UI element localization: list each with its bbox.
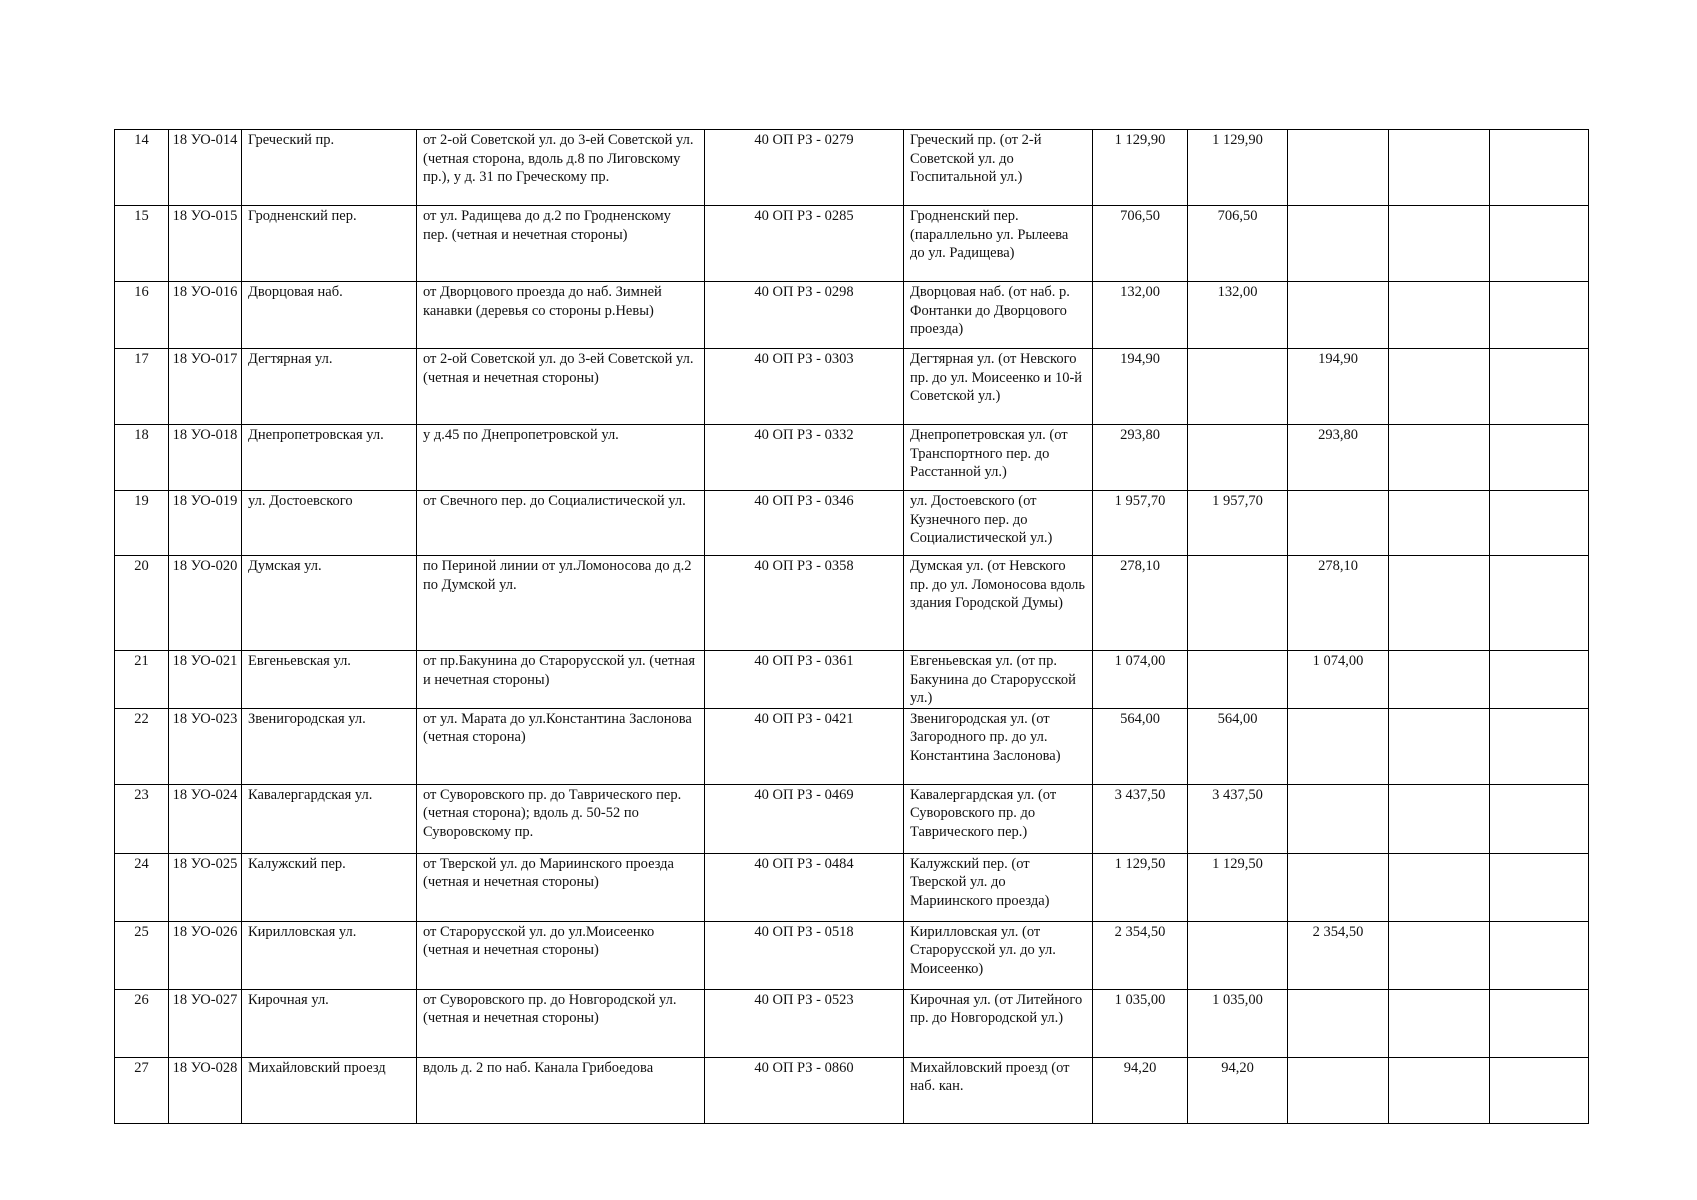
value-col-4-cell <box>1389 491 1490 556</box>
road-id-cell <box>705 349 904 425</box>
row-number-cell <box>115 556 169 651</box>
row-number: 17 <box>134 351 149 367</box>
section-description: по Периной линии от ул.Ломоносова до д.2 по Думской ул. <box>423 558 692 593</box>
object-code-cell <box>169 708 242 784</box>
street-name-cell <box>242 349 417 425</box>
value-col-3: 194,90 <box>1318 351 1358 367</box>
road-name-cell <box>904 349 1093 425</box>
road-name: Думская ул. (от Невского пр. до ул. Ломоносова вдоль здания Городской Думы) <box>910 558 1086 611</box>
street-name: Греческий пр. <box>248 132 335 148</box>
object-code: 18 УО-025 <box>172 855 238 872</box>
value-total-cell <box>1093 921 1188 989</box>
object-code-cell <box>169 921 242 989</box>
object-code-cell <box>169 853 242 921</box>
road-id-cell <box>705 784 904 853</box>
object-code: 18 УО-016 <box>172 284 238 300</box>
road-name-cell <box>904 491 1093 556</box>
value-col-2-cell <box>1188 1057 1288 1123</box>
value-col-4-cell <box>1389 1057 1490 1123</box>
street-name: Звенигородская ул. <box>248 710 366 727</box>
value-total-cell <box>1093 1057 1188 1123</box>
value-col-3-cell <box>1288 425 1389 491</box>
value-total-cell <box>1093 784 1188 853</box>
value-col-4-cell <box>1389 853 1490 921</box>
street-name-cell <box>242 784 417 853</box>
street-name: Кирилловская ул. <box>248 923 357 940</box>
value-col-2-cell <box>1188 853 1288 921</box>
object-code-cell <box>169 1057 242 1123</box>
section-description: от ул. Марата до ул.Константина Заслонова (четная сторона) <box>423 710 692 745</box>
section-description: от Дворцового проезда до наб. Зимней канавки (деревья со стороны р.Невы) <box>423 284 662 319</box>
street-name-cell <box>242 130 417 206</box>
value-col-2: 1 129,50 <box>1212 855 1263 872</box>
value-col-4-cell <box>1389 708 1490 784</box>
row-number: 27 <box>134 1059 149 1076</box>
section-description-cell <box>417 921 705 989</box>
value-total-cell <box>1093 651 1188 709</box>
value-total: 564,00 <box>1120 710 1160 727</box>
value-col-4-cell <box>1389 921 1490 989</box>
road-name: Дворцовая наб. (от наб. р. Фонтанки до Дворцового проезда) <box>910 284 1070 337</box>
row-number: 15 <box>134 208 149 224</box>
row-number: 26 <box>134 991 149 1008</box>
section-description-cell <box>417 425 705 491</box>
street-name: Евгеньевская ул. <box>248 653 351 669</box>
value-col-2: 564,00 <box>1217 710 1258 727</box>
road-id: 40 ОП РЗ - 0860 <box>754 1059 854 1076</box>
value-col-5-cell <box>1490 425 1589 491</box>
row-number-cell <box>115 491 169 556</box>
section-description: от пр.Бакунина до Старорусской ул. (четная и нечетная стороны) <box>423 653 696 688</box>
value-col-2-cell <box>1188 651 1288 709</box>
table-row <box>115 130 1589 206</box>
value-col-2-cell <box>1188 491 1288 556</box>
road-id-cell <box>705 130 904 206</box>
value-total-cell <box>1093 853 1188 921</box>
street-name-cell <box>242 708 417 784</box>
value-col-2-cell <box>1188 206 1288 282</box>
row-number: 22 <box>134 710 149 727</box>
table-row <box>115 853 1589 921</box>
section-description: от Свечного пер. до Социалистической ул. <box>423 493 686 509</box>
table-row <box>115 349 1589 425</box>
road-id: 40 ОП РЗ - 0361 <box>754 653 854 669</box>
row-number-cell <box>115 1057 169 1123</box>
value-total: 1 129,50 <box>1114 855 1166 872</box>
object-code: 18 УО-027 <box>172 991 238 1008</box>
section-description-cell <box>417 784 705 853</box>
object-code: 18 УО-026 <box>172 923 238 940</box>
value-total: 278,10 <box>1120 558 1160 574</box>
value-col-3-cell <box>1288 921 1389 989</box>
value-col-3: 1 074,00 <box>1312 653 1364 669</box>
roads-table <box>114 129 1589 1124</box>
road-id: 40 ОП РЗ - 0518 <box>754 923 854 940</box>
value-col-4-cell <box>1389 282 1490 349</box>
value-total-cell <box>1093 425 1188 491</box>
object-code: 18 УО-023 <box>172 710 238 727</box>
value-col-2: 132,00 <box>1217 284 1258 300</box>
section-description: от Суворовского пр. до Таврического пер. (четная сторона); вдоль д. 50-52 по Суворовскому пр. <box>423 786 682 840</box>
object-code-cell <box>169 282 242 349</box>
object-code: 18 УО-019 <box>172 493 238 509</box>
road-name-cell <box>904 130 1093 206</box>
table-row <box>115 206 1589 282</box>
object-code: 18 УО-020 <box>172 558 238 574</box>
value-col-3: 278,10 <box>1318 558 1358 574</box>
value-total: 2 354,50 <box>1114 923 1166 940</box>
row-number: 18 <box>134 427 149 443</box>
value-col-2: 1 957,70 <box>1212 493 1263 509</box>
object-code-cell <box>169 784 242 853</box>
value-col-5-cell <box>1490 1057 1589 1123</box>
value-col-2-cell <box>1188 556 1288 651</box>
road-name: Кирочная ул. (от Литейного пр. до Новгородской ул.) <box>910 991 1083 1026</box>
table-row <box>115 651 1589 709</box>
value-col-2: 3 437,50 <box>1212 786 1263 803</box>
street-name: Михайловский проезд <box>248 1059 386 1076</box>
value-col-2-cell <box>1188 130 1288 206</box>
section-description: вдоль д. 2 по наб. Канала Грибоедова <box>423 1059 654 1076</box>
value-col-5-cell <box>1490 853 1589 921</box>
road-id-cell <box>705 921 904 989</box>
road-name: Кирилловская ул. (от Старорусской ул. до ул. Моисеенко) <box>910 923 1056 977</box>
value-col-3-cell <box>1288 349 1389 425</box>
road-id: 40 ОП РЗ - 0421 <box>754 710 854 727</box>
value-col-3-cell <box>1288 989 1389 1057</box>
street-name-cell <box>242 1057 417 1123</box>
street-name-cell <box>242 651 417 709</box>
section-description-cell <box>417 1057 705 1123</box>
value-col-4-cell <box>1389 989 1490 1057</box>
value-col-5-cell <box>1490 989 1589 1057</box>
road-id: 40 ОП РЗ - 0484 <box>754 855 854 872</box>
road-id-cell <box>705 651 904 709</box>
value-col-5-cell <box>1490 921 1589 989</box>
street-name: Дворцовая наб. <box>248 284 343 300</box>
value-col-2-cell <box>1188 989 1288 1057</box>
value-total-cell <box>1093 282 1188 349</box>
object-code-cell <box>169 556 242 651</box>
value-total-cell <box>1093 708 1188 784</box>
road-name: Кавалергардская ул. (от Суворовского пр. до Таврического пер.) <box>910 786 1057 840</box>
road-id-cell <box>705 1057 904 1123</box>
section-description-cell <box>417 491 705 556</box>
table-row <box>115 282 1589 349</box>
object-code-cell <box>169 651 242 709</box>
value-total: 1 957,70 <box>1114 493 1166 509</box>
value-col-3-cell <box>1288 651 1389 709</box>
street-name: ул. Достоевского <box>248 493 353 509</box>
street-name: Думская ул. <box>248 558 322 574</box>
row-number-cell <box>115 784 169 853</box>
value-total: 194,90 <box>1120 351 1160 367</box>
object-code: 18 УО-021 <box>172 653 238 669</box>
value-col-4-cell <box>1389 784 1490 853</box>
street-name-cell <box>242 282 417 349</box>
value-col-5-cell <box>1490 491 1589 556</box>
value-col-2: 1 035,00 <box>1212 991 1263 1008</box>
object-code: 18 УО-018 <box>172 427 238 443</box>
street-name-cell <box>242 556 417 651</box>
table-body <box>115 130 1589 1124</box>
road-id: 40 ОП РЗ - 0469 <box>754 786 854 803</box>
value-col-2-cell <box>1188 921 1288 989</box>
road-name-cell <box>904 853 1093 921</box>
row-number: 21 <box>134 653 149 669</box>
table-row <box>115 921 1589 989</box>
road-id-cell <box>705 282 904 349</box>
object-code: 18 УО-014 <box>172 132 238 148</box>
value-total: 94,20 <box>1123 1059 1157 1076</box>
value-col-4-cell <box>1389 425 1490 491</box>
section-description-cell <box>417 349 705 425</box>
value-col-3-cell <box>1288 282 1389 349</box>
value-col-4-cell <box>1389 556 1490 651</box>
section-description-cell <box>417 206 705 282</box>
section-description-cell <box>417 989 705 1057</box>
object-code-cell <box>169 349 242 425</box>
value-col-3-cell <box>1288 130 1389 206</box>
road-name: Михайловский проезд (от наб. кан. <box>910 1059 1070 1094</box>
value-col-5-cell <box>1490 206 1589 282</box>
value-col-4-cell <box>1389 206 1490 282</box>
value-total: 293,80 <box>1120 427 1160 443</box>
value-total-cell <box>1093 349 1188 425</box>
row-number: 23 <box>134 786 149 803</box>
section-description-cell <box>417 853 705 921</box>
value-col-2: 706,50 <box>1217 208 1258 224</box>
row-number: 25 <box>134 923 149 940</box>
road-name-cell <box>904 784 1093 853</box>
value-total-cell <box>1093 989 1188 1057</box>
road-id: 40 ОП РЗ - 0523 <box>754 991 854 1008</box>
value-total: 1 129,90 <box>1114 132 1166 148</box>
table-row <box>115 784 1589 853</box>
road-id: 40 ОП РЗ - 0303 <box>754 351 854 367</box>
value-col-5-cell <box>1490 556 1589 651</box>
street-name-cell <box>242 491 417 556</box>
street-name-cell <box>242 853 417 921</box>
section-description-cell <box>417 556 705 651</box>
street-name: Гродненский пер. <box>248 208 357 224</box>
value-col-2-cell <box>1188 349 1288 425</box>
street-name: Калужский пер. <box>248 855 346 872</box>
road-id: 40 ОП РЗ - 0332 <box>754 427 854 443</box>
value-col-3-cell <box>1288 1057 1389 1123</box>
table-row <box>115 556 1589 651</box>
street-name: Дегтярная ул. <box>248 351 333 367</box>
value-col-5-cell <box>1490 349 1589 425</box>
table-row <box>115 989 1589 1057</box>
row-number: 20 <box>134 558 149 574</box>
row-number-cell <box>115 349 169 425</box>
value-col-5-cell <box>1490 708 1589 784</box>
road-id: 40 ОП РЗ - 0279 <box>754 132 854 148</box>
value-col-3-cell <box>1288 491 1389 556</box>
table-row <box>115 425 1589 491</box>
street-name: Кавалергардская ул. <box>248 786 373 803</box>
road-name: Греческий пр. (от 2-й Советской ул. до Госпитальной ул.) <box>910 132 1042 185</box>
road-id: 40 ОП РЗ - 0358 <box>754 558 854 574</box>
object-code-cell <box>169 491 242 556</box>
value-col-2: 94,20 <box>1221 1059 1254 1076</box>
value-col-3: 2 354,50 <box>1312 923 1364 940</box>
section-description: от ул. Радищева до д.2 по Гродненскому пер. (четная и нечетная стороны) <box>423 208 671 243</box>
value-total: 1 074,00 <box>1114 653 1166 669</box>
value-col-3-cell <box>1288 206 1389 282</box>
object-code: 18 УО-017 <box>172 351 238 367</box>
road-name: Евгеньевская ул. (от пр. Бакунина до Старорусской ул.) <box>910 653 1076 706</box>
road-id-cell <box>705 989 904 1057</box>
road-name-cell <box>904 556 1093 651</box>
value-total-cell <box>1093 130 1188 206</box>
road-id-cell <box>705 491 904 556</box>
section-description: у д.45 по Днепропетровской ул. <box>423 427 619 443</box>
road-name: Гродненский пер. (параллельно ул. Рылеева до ул. Радищева) <box>910 208 1069 261</box>
road-name: ул. Достоевского (от Кузнечного пер. до Социалистической ул.) <box>910 493 1053 546</box>
table-row <box>115 491 1589 556</box>
value-col-2-cell <box>1188 708 1288 784</box>
object-code: 18 УО-028 <box>172 1059 238 1076</box>
section-description: от 2-ой Советской ул. до 3-ей Советской ул. (четная сторона, вдоль д.8 по Лиговскому пр.), у д. 31 по Греческому пр. <box>423 132 694 185</box>
row-number-cell <box>115 989 169 1057</box>
value-col-2: 1 129,90 <box>1212 132 1263 148</box>
row-number: 24 <box>134 855 149 872</box>
road-name: Дегтярная ул. (от Невского пр. до ул. Моисеенко и 10-й Советской ул.) <box>910 351 1083 404</box>
object-code-cell <box>169 206 242 282</box>
road-name-cell <box>904 921 1093 989</box>
table-row <box>115 708 1589 784</box>
row-number-cell <box>115 853 169 921</box>
road-name-cell <box>904 989 1093 1057</box>
value-total: 1 035,00 <box>1114 991 1166 1008</box>
road-name: Звенигородская ул. (от Загородного пр. до ул. Константина Заслонова) <box>910 710 1061 764</box>
street-name-cell <box>242 425 417 491</box>
road-id-cell <box>705 556 904 651</box>
row-number-cell <box>115 425 169 491</box>
road-id: 40 ОП РЗ - 0346 <box>754 493 854 509</box>
value-col-3-cell <box>1288 853 1389 921</box>
road-id-cell <box>705 206 904 282</box>
road-name-cell <box>904 708 1093 784</box>
value-col-3-cell <box>1288 784 1389 853</box>
road-name: Калужский пер. (от Тверской ул. до Мариинского проезда) <box>910 855 1050 909</box>
value-col-2-cell <box>1188 784 1288 853</box>
value-col-2-cell <box>1188 282 1288 349</box>
street-name-cell <box>242 921 417 989</box>
road-id: 40 ОП РЗ - 0285 <box>754 208 854 224</box>
value-total: 132,00 <box>1120 284 1160 300</box>
row-number-cell <box>115 206 169 282</box>
road-name-cell <box>904 425 1093 491</box>
value-col-3-cell <box>1288 556 1389 651</box>
section-description-cell <box>417 651 705 709</box>
row-number-cell <box>115 651 169 709</box>
road-name: Днепропетровская ул. (от Транспортного пер. до Расстанной ул.) <box>910 427 1068 480</box>
value-total-cell <box>1093 491 1188 556</box>
section-description: от 2-ой Советской ул. до 3-ей Советской ул. (четная и нечетная стороны) <box>423 351 694 386</box>
object-code: 18 УО-024 <box>172 786 238 803</box>
value-col-4-cell <box>1389 651 1490 709</box>
row-number-cell <box>115 921 169 989</box>
section-description: от Тверской ул. до Мариинского проезда (четная и нечетная стороны) <box>423 855 674 890</box>
row-number: 16 <box>134 284 149 300</box>
road-id-cell <box>705 853 904 921</box>
object-code-cell <box>169 130 242 206</box>
road-id-cell <box>705 425 904 491</box>
table-row <box>115 1057 1589 1123</box>
row-number-cell <box>115 282 169 349</box>
road-id-cell <box>705 708 904 784</box>
road-name-cell <box>904 651 1093 709</box>
value-col-3-cell <box>1288 708 1389 784</box>
value-total-cell <box>1093 556 1188 651</box>
value-col-5-cell <box>1490 784 1589 853</box>
section-description-cell <box>417 282 705 349</box>
street-name-cell <box>242 989 417 1057</box>
value-total: 3 437,50 <box>1114 786 1166 803</box>
section-description-cell <box>417 130 705 206</box>
value-total-cell <box>1093 206 1188 282</box>
value-col-4-cell <box>1389 130 1490 206</box>
section-description: от Суворовского пр. до Новгородской ул. (четная и нечетная стороны) <box>423 991 677 1026</box>
row-number-cell <box>115 130 169 206</box>
value-col-5-cell <box>1490 651 1589 709</box>
object-code-cell <box>169 425 242 491</box>
value-col-2-cell <box>1188 425 1288 491</box>
value-total: 706,50 <box>1120 208 1160 224</box>
row-number: 19 <box>134 493 149 509</box>
road-id: 40 ОП РЗ - 0298 <box>754 284 854 300</box>
value-col-5-cell <box>1490 282 1589 349</box>
road-name-cell <box>904 206 1093 282</box>
street-name: Днепропетровская ул. <box>248 427 384 443</box>
row-number: 14 <box>134 132 149 148</box>
section-description-cell <box>417 708 705 784</box>
value-col-5-cell <box>1490 130 1589 206</box>
street-name: Кирочная ул. <box>248 991 329 1008</box>
section-description: от Старорусской ул. до ул.Моисеенко (четная и нечетная стороны) <box>423 923 655 958</box>
row-number-cell <box>115 708 169 784</box>
object-code: 18 УО-015 <box>172 208 238 224</box>
value-col-3: 293,80 <box>1318 427 1358 443</box>
value-col-4-cell <box>1389 349 1490 425</box>
road-name-cell <box>904 1057 1093 1123</box>
object-code-cell <box>169 989 242 1057</box>
street-name-cell <box>242 206 417 282</box>
road-name-cell <box>904 282 1093 349</box>
